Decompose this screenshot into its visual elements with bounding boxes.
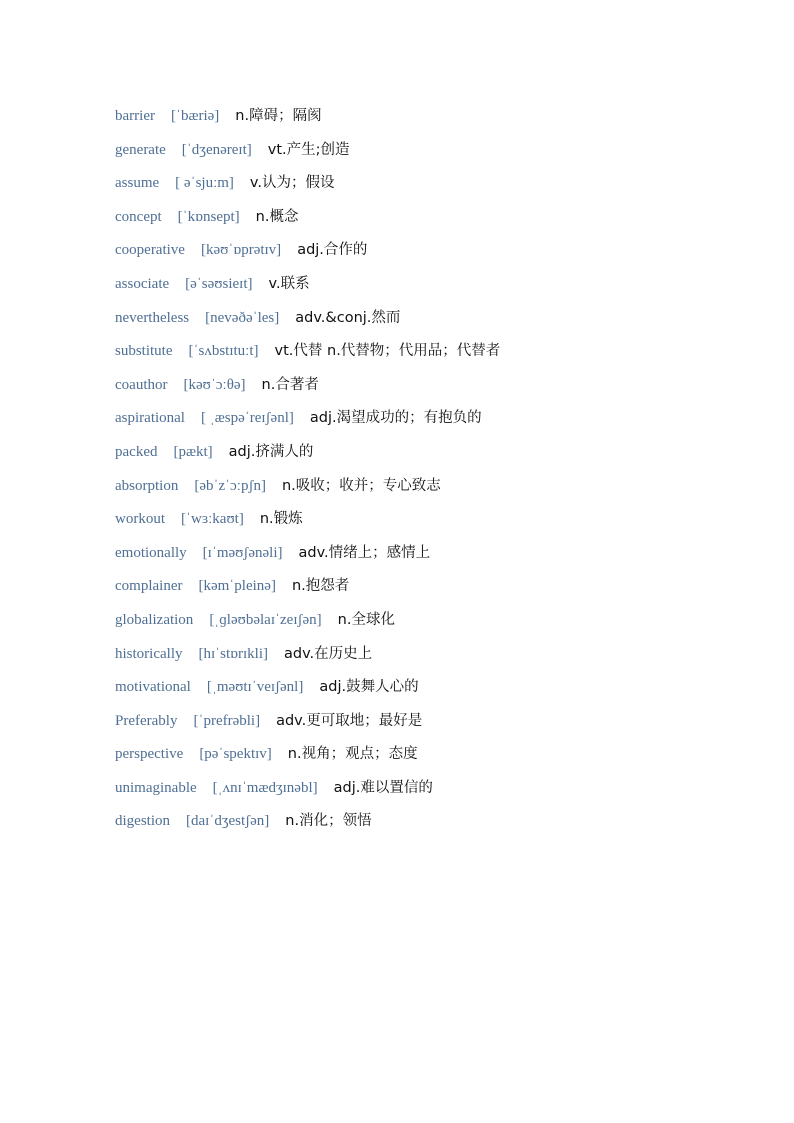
vocab-entry bbox=[115, 642, 500, 676]
vocab-entry bbox=[115, 809, 500, 843]
vocab-phonetic: [pəˈspektɪv] bbox=[199, 746, 272, 763]
vocab-definition: adv.&conj.然而 bbox=[295, 309, 401, 326]
vocab-word: unimaginable bbox=[115, 779, 197, 796]
vocab-word: barrier bbox=[115, 108, 155, 124]
vocab-phonetic: [əbˈzˈɔːpʃn] bbox=[194, 477, 266, 494]
vocab-entry bbox=[115, 238, 500, 272]
vocab-word: globalization bbox=[115, 611, 194, 628]
vocab-entry bbox=[115, 574, 500, 608]
vocab-definition: adj.难以置信的 bbox=[333, 779, 433, 796]
vocab-phonetic: [ əˈsjuːm] bbox=[175, 175, 234, 192]
vocab-entry bbox=[115, 272, 500, 306]
vocab-definition: n.全球化 bbox=[337, 611, 395, 628]
vocab-entry bbox=[115, 373, 500, 407]
vocab-definition: adj.合作的 bbox=[297, 242, 368, 259]
vocab-definition: n.吸收；收并；专心致志 bbox=[281, 477, 441, 494]
vocab-definition: n.视角；观点；态度 bbox=[287, 746, 418, 763]
vocab-entry bbox=[115, 675, 500, 709]
vocab-word: workout bbox=[115, 511, 165, 528]
vocab-phonetic: [hɪˈstɒrɪkli] bbox=[198, 645, 268, 662]
vocab-word: Preferably bbox=[115, 712, 178, 729]
vocab-phonetic: [ˈwɜːkaʊt] bbox=[181, 511, 244, 528]
vocab-phonetic: [ˌməʊtɪˈveɪʃənl] bbox=[206, 679, 304, 696]
vocab-entry bbox=[115, 474, 500, 508]
vocab-definition: adj.鼓舞人心的 bbox=[319, 679, 419, 696]
vocab-definition: adj.渴望成功的；有抱负的 bbox=[309, 410, 482, 427]
vocab-definition: n.锻炼 bbox=[259, 511, 303, 528]
vocab-entry bbox=[115, 138, 500, 172]
vocab-word: packed bbox=[115, 443, 158, 460]
vocab-word: assume bbox=[115, 175, 160, 192]
vocab-entry bbox=[115, 406, 500, 440]
vocab-word: concept bbox=[115, 208, 162, 225]
vocab-word: associate bbox=[115, 275, 170, 292]
vocab-entry bbox=[115, 104, 500, 138]
vocab-definition: vt.产生;创造 bbox=[267, 141, 350, 158]
vocab-entry bbox=[115, 339, 500, 373]
vocab-phonetic: [kəʊˈɔːθə] bbox=[183, 376, 246, 393]
vocabulary-list bbox=[115, 104, 500, 843]
vocab-definition: n.合著者 bbox=[261, 376, 319, 393]
vocab-word: generate bbox=[115, 141, 166, 158]
vocab-phonetic: [ˈdʒenəreɪt] bbox=[181, 141, 252, 158]
vocab-entry bbox=[115, 709, 500, 743]
vocab-definition: adj.挤满人的 bbox=[228, 443, 314, 460]
vocab-phonetic: [ˌɡləʊbəlaɪˈzeɪʃən] bbox=[209, 611, 322, 628]
vocab-phonetic: [kəmˈpleinə] bbox=[198, 578, 276, 595]
vocab-entry bbox=[115, 742, 500, 776]
vocab-entry bbox=[115, 507, 500, 541]
vocab-definition: n.消化；领悟 bbox=[285, 813, 372, 830]
vocab-definition: n.障碍；隔阂 bbox=[235, 108, 322, 124]
vocab-definition: adv.情绪上；感情上 bbox=[298, 544, 431, 561]
vocab-phonetic: [kəʊˈɒprətɪv] bbox=[200, 242, 282, 259]
vocab-word: absorption bbox=[115, 477, 179, 494]
vocab-word: historically bbox=[115, 645, 183, 662]
vocab-word: aspirational bbox=[115, 410, 185, 427]
vocab-definition: n.概念 bbox=[255, 208, 299, 225]
vocab-entry bbox=[115, 608, 500, 642]
vocab-phonetic: [ˈbæriə] bbox=[170, 108, 220, 124]
vocab-phonetic: [nevəðəˈles] bbox=[205, 309, 280, 326]
vocab-phonetic: [ˌʌnɪˈmædʒɪnəbl] bbox=[212, 779, 318, 796]
vocab-phonetic: [ˈkɒnsept] bbox=[177, 208, 240, 225]
vocab-phonetic: [ ˌæspəˈreɪʃənl] bbox=[200, 410, 294, 427]
vocab-entry bbox=[115, 776, 500, 810]
vocab-word: coauthor bbox=[115, 376, 168, 393]
vocab-definition: vt.代替 n.代替物；代用品；代替者 bbox=[274, 343, 501, 360]
vocab-word: perspective bbox=[115, 746, 184, 763]
vocab-phonetic: [əˈsəʊsieɪt] bbox=[185, 275, 253, 292]
vocab-definition: v.认为；假设 bbox=[249, 175, 335, 192]
vocab-word: substitute bbox=[115, 343, 173, 360]
vocab-word: nevertheless bbox=[115, 309, 190, 326]
vocab-definition: adv.更可取地；最好是 bbox=[276, 712, 423, 729]
vocab-word: digestion bbox=[115, 813, 170, 830]
vocab-phonetic: [ˈprefrəbli] bbox=[193, 712, 261, 729]
vocab-entry bbox=[115, 306, 500, 340]
vocab-definition: v.联系 bbox=[268, 275, 310, 292]
vocab-entry bbox=[115, 171, 500, 205]
vocab-phonetic: [pækt] bbox=[173, 443, 213, 460]
vocab-word: motivational bbox=[115, 679, 191, 696]
vocab-definition: n.抱怨者 bbox=[291, 578, 350, 595]
vocab-entry bbox=[115, 440, 500, 474]
vocab-phonetic: [daɪˈdʒestʃən] bbox=[186, 813, 270, 830]
vocab-definition: adv.在历史上 bbox=[284, 645, 373, 662]
vocab-word: cooperative bbox=[115, 242, 185, 259]
vocab-word: emotionally bbox=[115, 544, 187, 561]
vocab-phonetic: [ˈsʌbstɪtuːt] bbox=[188, 343, 259, 360]
vocab-entry bbox=[115, 541, 500, 575]
vocab-phonetic: [ɪˈməʊʃənəli] bbox=[202, 544, 283, 561]
vocab-entry bbox=[115, 205, 500, 239]
vocab-word: complainer bbox=[115, 578, 183, 595]
